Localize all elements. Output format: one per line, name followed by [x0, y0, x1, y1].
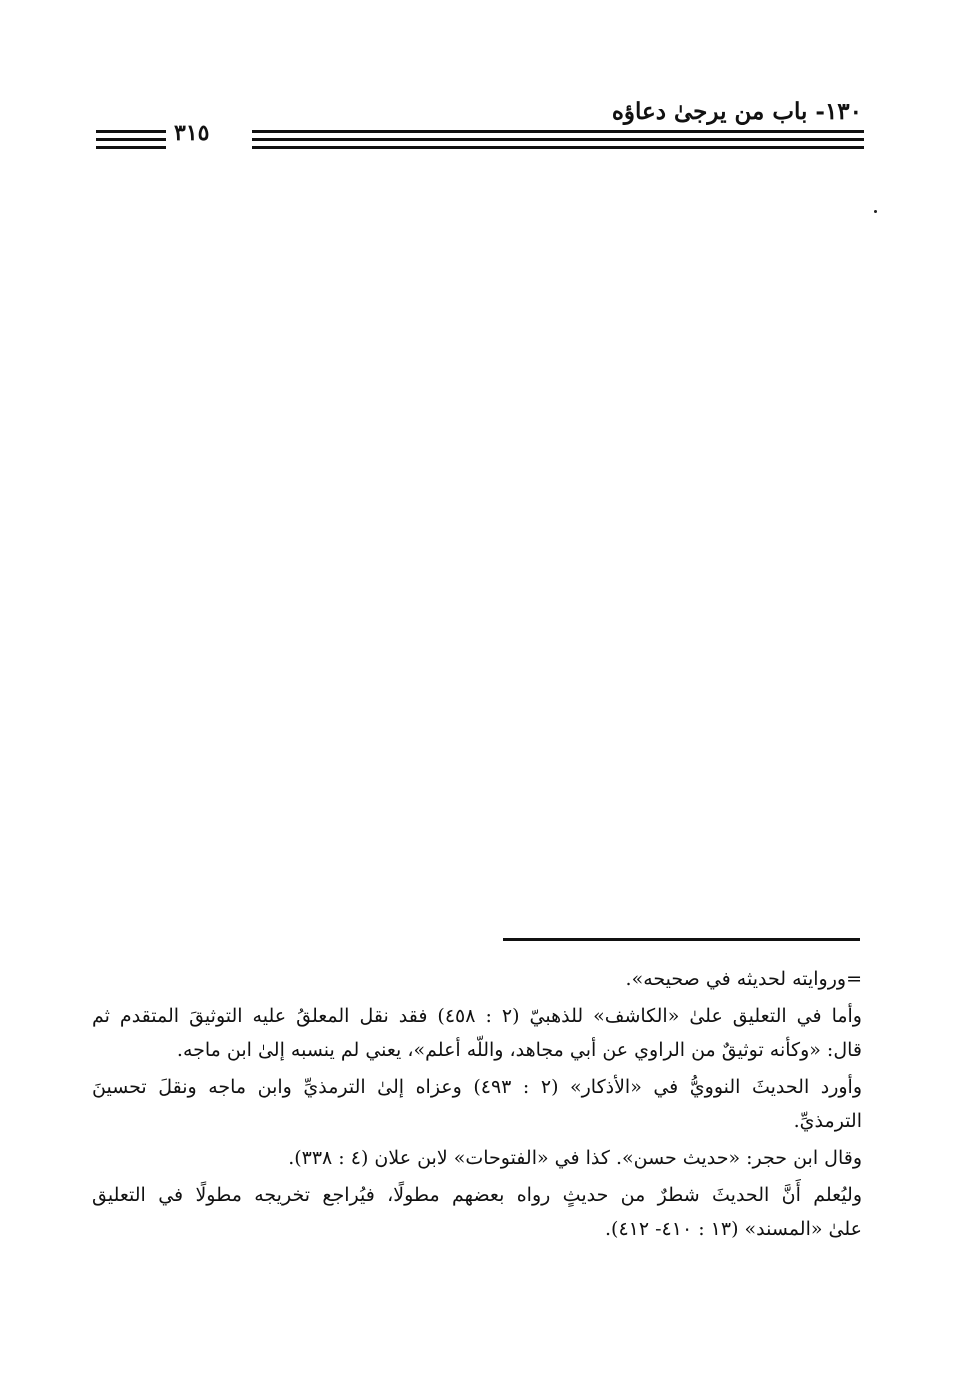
stray-dot-mark	[874, 210, 877, 213]
chapter-title: ١٣٠- باب من يرجىٰ دعاؤه	[611, 98, 862, 125]
page-number: ٣١٥	[174, 120, 210, 146]
header-rule-line	[252, 146, 864, 149]
header-rule-line	[252, 130, 864, 133]
footnote-line: علىٰ «المسند» (١٣ : ٤١٠- ٤١٢).	[605, 1218, 862, 1240]
footnote-line: قال: «وكأنه توثيقٌ من الراوي عن أبي مجاهد، واللّه أعلم»، يعني لم ينسبه إلىٰ ابن ماجه.	[176, 1039, 862, 1061]
footnotes-block	[92, 962, 862, 1246]
header-rule-line	[252, 138, 864, 141]
header-rule-line	[96, 138, 166, 141]
footnote-line: وأورد الحديثَ النوويُّ في «الأذكار» (٢ : ٤٩٣) وعزاه إلىٰ الترمذيِّ وابن ماجه ونقلَ تحسينَ	[92, 1076, 862, 1098]
header-rule-line	[96, 130, 166, 133]
page-header	[0, 0, 954, 160]
footnote-line: وأما في التعليق علىٰ «الكاشف» للذهبيّ (٢ : ٤٥٨) فقد نقل المعلقُ عليه التوثيقَ المتقدم ثم	[92, 1005, 862, 1027]
header-rule-line	[96, 146, 166, 149]
footnote-line: وليُعلم أَنَّ الحديثَ شطرٌ من حديثٍ رواه بعضهم مطولًا، فيُراجع تخريجه مطولًا في التعليق	[92, 1184, 862, 1206]
footnote-separator	[503, 938, 860, 941]
footnote-line: =وروايته لحديثه في صحيحه».	[625, 968, 862, 990]
footnote-line: وقال ابن حجر: «حديث حسن». كذا في «الفتوحات» لابن علان (٤ : ٣٣٨).	[288, 1147, 862, 1169]
footnote-line: الترمذيِّ.	[793, 1110, 862, 1132]
